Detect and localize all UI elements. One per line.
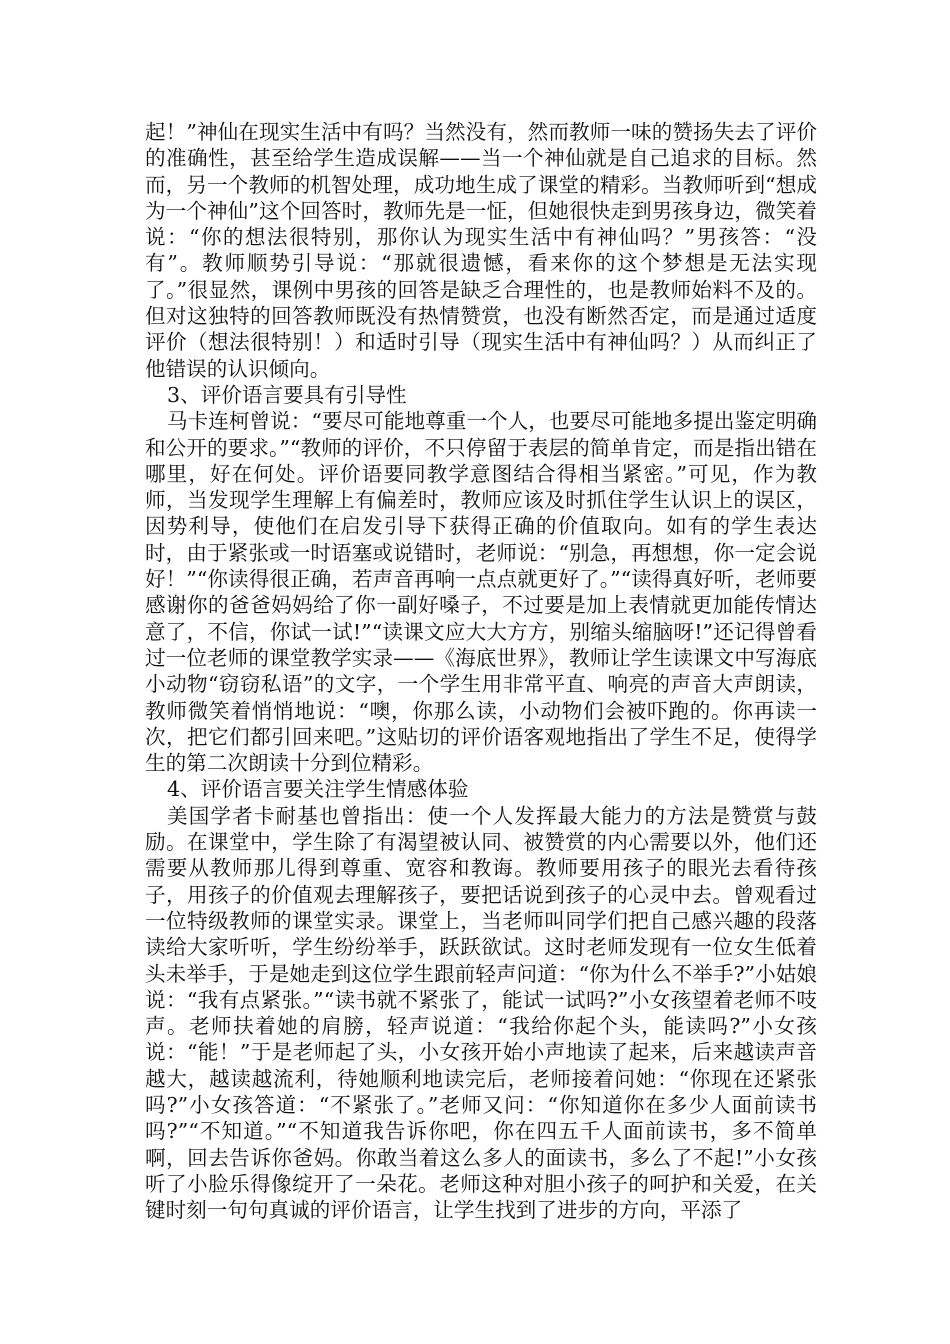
document-body <box>145 119 817 1223</box>
section-heading: 3、评价语言要具有引导性 <box>167 382 407 407</box>
body-paragraph: 马卡连柯曾说：“要尽可能地尊重一个人，也要尽可能地多提出鉴定明确和公开的要求。”“教师的评价，不只停留于表层的简单肯定，而是指出错在哪里，好在何处。评价语要同教学意图结合得相当紧密。”可见，作为教师，当发现学生理解上有偏差时，教师应该及时抓住学生认识上的误区，因势利导，使他们在启发引导下获得正确的价值取向。如有的学生表达时，由于紧张或一时语塞或说错时，老师说：“别急，再想想，你一定会说好！”“你读得很正确，若声音再响一点点就更好了。”“读得真好听，老师要感谢你的爸爸妈妈给了你一副好嗓子，不过要是加上表情就更加能传情达意了，不信，你试一试!”“读课文应大大方方，别缩头缩脑呀!”还记得曾看过一位老师的课堂教学实录——《海底世界》，教师让学生读课文中写海底小动物“窃窃私语”的文字，一个学生用非常平直、响亮的声音大声朗读，教师微笑着悄悄地说：“噢，你那么读，小动物们会被吓跑的。你再读一次，把它们都引回来吧。”这贴切的评价语客观地指出了学生不足，使得学生的第二次朗读十分到位精彩。 <box>145 409 817 776</box>
section-heading: 4、评价语言要关注学生情感体验 <box>167 777 469 802</box>
body-paragraph: 美国学者卡耐基也曾指出：使一个人发挥最大能力的方法是赞赏与鼓励。在课堂中，学生除了有渴望被认同、被赞赏的内心需要以外，他们还需要从教师那儿得到尊重、宽容和教诲。教师要用孩子的眼光去看待孩子，用孩子的价值观去理解孩子，要把话说到孩子的心灵中去。曾观看过一位特级教师的课堂实录。课堂上，当老师叫同学们把自己感兴趣的段落读给大家听听，学生纷纷举手，跃跃欲试。这时老师发现有一位女生低着头未举手，于是她走到这位学生跟前轻声问道：“你为什么不举手?”小姑娘说：“我有点紧张。”“读书就不紧张了，能试一试吗?”小女孩望着老师不吱声。老师扶着她的肩膀，轻声说道：“我给你起个头，能读吗?”小女孩说：“能！”于是老师起了头，小女孩开始小声地读了起来，后来越读声音越大，越读越流利，待她顺利地读完后，老师接着问她：“你现在还紧张吗?”小女孩答道：“不紧张了。”老师又问：“你知道你在多少人面前读书吗?”“不知道。”“不知道我告诉你吧，你在四五千人面前读书，多不简单啊，回去告诉你爸妈。你敢当着这么多人的面读书，多么了不起!”小女孩听了小脸乐得像绽开了一朵花。老师这种对胆小孩子的呵护和关爱，在关键时刻一句句真诚的评价语言，让学生找到了进步的方向，平添了 <box>145 803 817 1223</box>
body-paragraph: 起！”神仙在现实生活中有吗？当然没有，然而教师一味的赞扬失去了评价的准确性，甚至给学生造成误解——当一个神仙就是自己追求的目标。然而，另一个教师的机智处理，成功地生成了课堂的精彩。当教师听到“想成为一个神仙”这个回答时，教师先是一怔，但她很快走到男孩身边，微笑着说：“你的想法很特别，那你认为现实生活中有神仙吗？”男孩答：“没有”。教师顺势引导说：“那就很遗憾，看来你的这个梦想是无法实现了。”很显然，课例中男孩的回答是缺乏合理性的，也是教师始料不及的。但对这独特的回答教师既没有热情赞赏，也没有断然否定，而是通过适度评价（想法很特别！）和适时引导（现实生活中有神仙吗？）从而纠正了他错误的认识倾向。 <box>145 120 817 381</box>
